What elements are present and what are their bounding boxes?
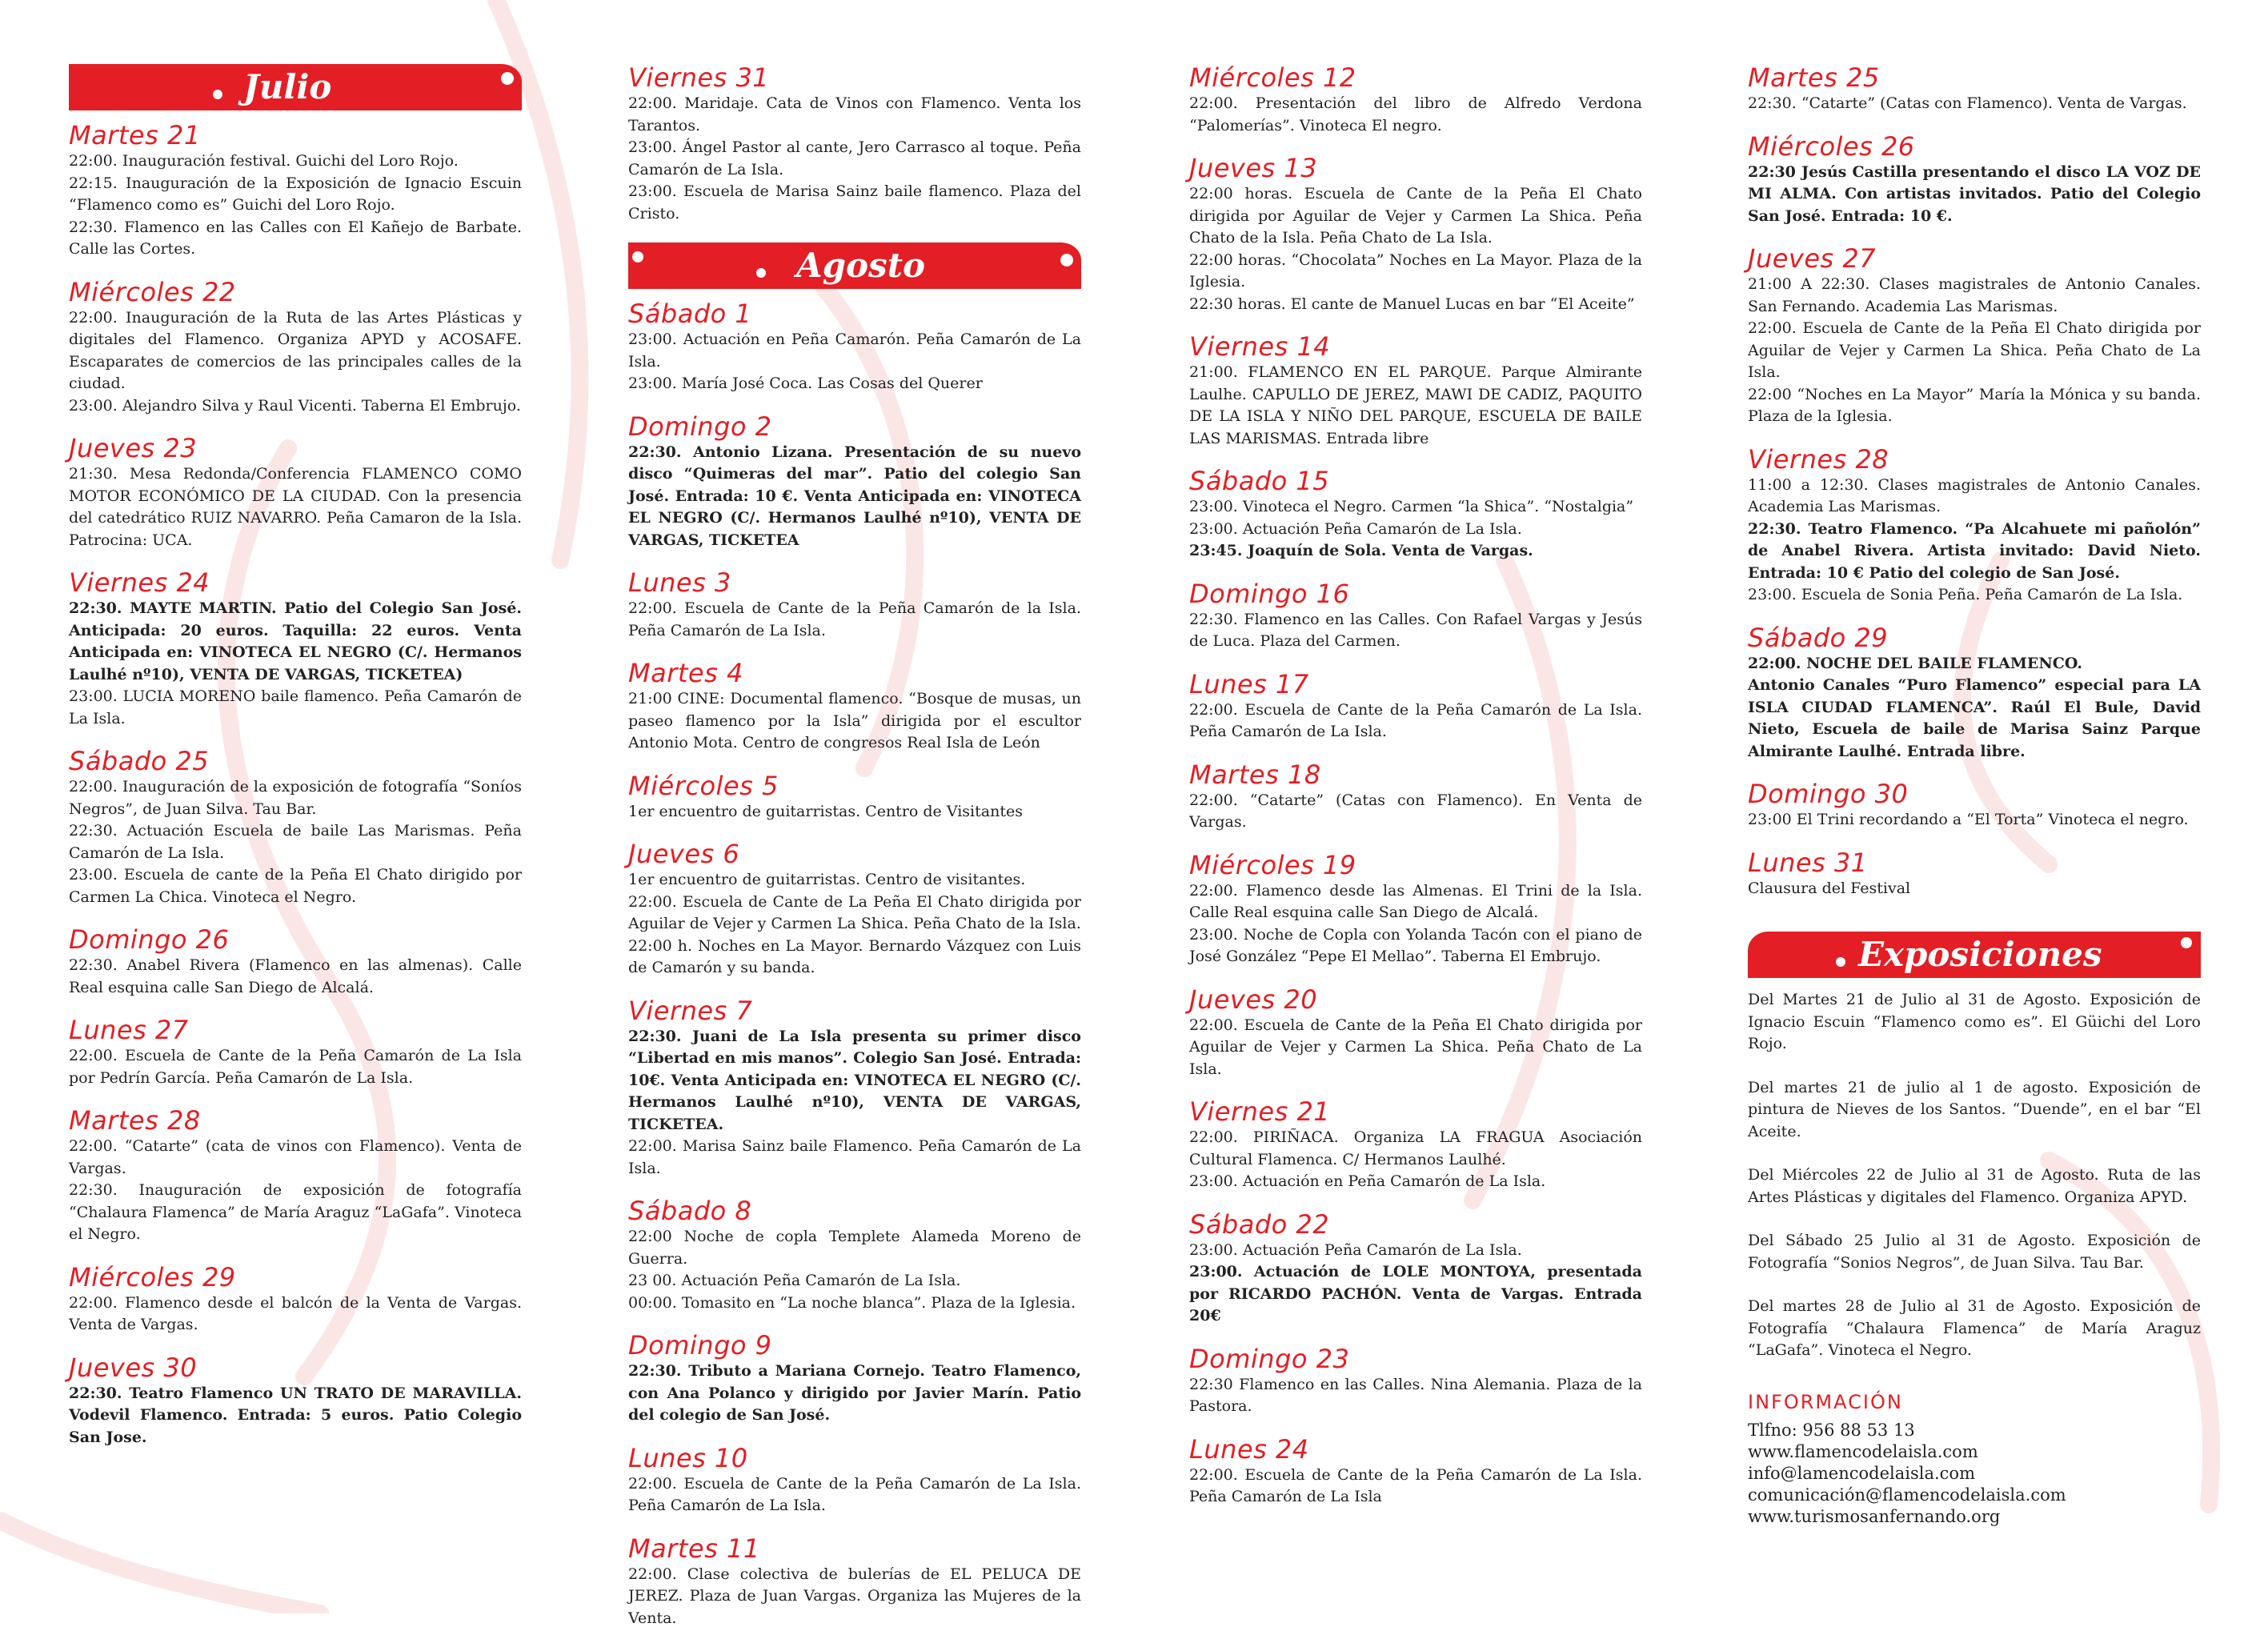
day-heading: Domingo 2 <box>628 411 772 442</box>
event-day <box>69 122 522 261</box>
event-line: 22:00. “Catarte” (Catas con Flamenco). En Venta de Vargas. <box>1189 791 1642 831</box>
day-heading: Lunes 10 <box>628 1442 748 1473</box>
day-heading: Miércoles 29 <box>69 1261 236 1292</box>
event-line: 22:30. Tributo a Mariana Cornejo. Teatro Flamenco, con Ana Polanco y dirigido por Javier Marín. Patio del colegio de San José. <box>628 1362 1081 1424</box>
day-heading: Martes 4 <box>628 658 743 688</box>
event-line: 22:00. Escuela de Cante de La Peña El Chato dirigida por Aguilar de Vejer y Carmen La Shica. Peña Chato de la Isla. <box>628 892 1081 932</box>
event-line: 21:00 A 22:30. Clases magistrales de Antonio Canales. San Fernando. Academia Las Marismas. <box>1748 275 2201 315</box>
event-line: 23:00. Actuación en Peña Camarón de La Isla. <box>1189 1172 1546 1190</box>
day-heading: Sábado 1 <box>628 299 752 329</box>
event-day <box>1189 1208 1642 1328</box>
event-day <box>628 1332 1081 1427</box>
day-heading: Martes 11 <box>628 1533 760 1564</box>
event-line: 23:00. Actuación Peña Camarón de La Isla. <box>1189 519 1522 538</box>
event-line: 22:30. Flamenco en las Calles con El Kañejo de Barbate. Calle las Cortes. <box>69 218 522 258</box>
column-agosto-3 <box>1748 64 2201 1528</box>
event-line: 23:00. Noche de Copla con Yolanda Tacón con el piano de José González “Pepe El Mellao”. Taberna El Embrujo. <box>1189 925 1642 965</box>
banner-julio <box>69 64 522 110</box>
event-line: 22:30. Teatro Flamenco UN TRATO DE MARAVILLA. Vodevil Flamenco. Entrada: 5 euros. Patio Colegio San Jose. <box>69 1384 522 1446</box>
banner-dot <box>756 268 766 278</box>
event-line: 22:00. PIRIÑACA. Organiza LA FRAGUA Asociación Cultural Flamenca. C/ Hermanos Laulhé. <box>1189 1128 1642 1168</box>
day-heading: Domingo 30 <box>1748 779 1909 809</box>
day-heading: Miércoles 5 <box>628 770 779 801</box>
event-line: 22:30. Juani de La Isla presenta su primer disco “Libertad en mis manos”. Colegio San José. Entrada: 10€. Venta Anticipada en: VINOTECA EL NEGRO (C/. Hermanos Laulhé nº10), VENTA DE VARGAS, TICKETEA. <box>628 1027 1081 1133</box>
event-day <box>628 413 1081 552</box>
day-heading: Sábado 25 <box>69 746 210 776</box>
event-line: 22:00. “Catarte” (cata de vinos con Flamenco). Venta de Vargas. <box>69 1137 522 1177</box>
contact-link[interactable]: www.turismosanfernando.org <box>1748 1506 2001 1526</box>
exposicion-item: Del Martes 21 de Julio al 31 de Agosto. Exposición de Ignacio Escuin “Flamenco como es”. El Güichi del Loro Rojo. <box>1748 991 2201 1052</box>
event-line: 22:00. Escuela de Cante de la Peña Camarón de La Isla. Peña Camarón de La Isla. <box>1189 700 1642 740</box>
event-line: 22:30 Flamenco en las Calles. Nina Alemania. Plaza de la Pastora. <box>1189 1375 1642 1415</box>
event-line: 23:45. Joaquín de Sola. Venta de Vargas. <box>1189 542 1533 559</box>
event-line: 23:00. Actuación en Peña Camarón. Peña Camarón de La Isla. <box>628 331 1081 371</box>
event-line: 23:00. Vinoteca el Negro. Carmen “la Shica”. “Nostalgia” <box>1189 498 1634 515</box>
day-heading: Miércoles 19 <box>1189 849 1356 880</box>
banner-exposiciones <box>1748 932 2201 978</box>
event-line: 22:00. Inauguración de la Ruta de las Artes Plásticas y digitales del Flamenco. Organiza APYD y ACOSAFE. Escaparates de comercios de las principales calles de la ciudad. <box>69 308 522 392</box>
event-line: 22:00. Clase colectiva de bulerías de EL PELUCA DE JEREZ. Plaza de Juan Vargas. Organiza las Mujeres de la Venta. <box>628 1565 1081 1627</box>
banner-title: Agosto <box>796 246 926 285</box>
day-heading: Jueves 20 <box>1189 984 1318 1015</box>
event-day <box>1189 1098 1642 1193</box>
event-line: 23:00 El Trini recordando a “El Torta” Vinoteca el negro. <box>1748 811 2189 828</box>
day-heading: Miércoles 26 <box>1748 130 1915 162</box>
event-line: 21:30. Mesa Redonda/Conferencia FLAMENCO COMO MOTOR ECONÓMICO DE LA CIUDAD. Con la presencia del catedrático RUIZ NAVARRO. Peña Camaron de la Isla. Patrocina: UCA. <box>69 465 522 549</box>
column-agosto-2 <box>1189 64 1642 1526</box>
event-day <box>1189 986 1642 1081</box>
event-line: 22:00. Maridaje. Cata de Vinos con Flamenco. Venta los Tarantos. <box>628 94 1081 134</box>
informacion-list <box>1748 1420 2201 1528</box>
events-list <box>1748 64 2201 900</box>
day-heading: Sábado 15 <box>1189 466 1330 496</box>
event-day <box>1189 154 1642 315</box>
event-day <box>69 747 522 908</box>
event-day <box>628 772 1081 824</box>
informacion-heading: INFORMACIÓN <box>1748 1390 1903 1413</box>
day-heading: Domingo 26 <box>69 924 230 955</box>
event-day <box>69 1354 522 1449</box>
event-day <box>1748 624 2201 763</box>
event-day <box>69 1261 522 1336</box>
exposicion-item: Del Sábado 25 Julio al 31 de Agosto. Exposición de Fotografía “Sonios Negros”, de Juan Silva. Tau Bar. <box>1748 1232 2201 1272</box>
event-day <box>1748 780 2201 832</box>
event-line: 22:00. Escuela de Cante de la Peña Camarón de La Isla por Pedrín García. Peña Camarón de La Isla. <box>69 1047 522 1087</box>
event-line: 23:00. Alejandro Silva y Raul Vicenti. Taberna El Embrujo. <box>69 396 521 415</box>
exposicion-item: Del Miércoles 22 de Julio al 31 de Agosto. Ruta de las Artes Plásticas y digitales del Flamenco. Organiza APYD. <box>1748 1166 2201 1206</box>
day-heading: Lunes 24 <box>1189 1433 1309 1465</box>
event-day <box>1189 64 1642 137</box>
day-heading: Domingo 9 <box>628 1330 772 1360</box>
event-line: 22:00. Marisa Sainz baile Flamenco. Peña Camarón de La Isla. <box>628 1137 1081 1177</box>
day-heading: Lunes 17 <box>1189 668 1309 699</box>
day-heading: Viernes 28 <box>1748 443 1889 475</box>
event-line: 22:00 h. Noches en La Mayor. Bernardo Vázquez con Luis de Camarón y su banda. <box>628 936 1081 976</box>
event-line: 22:30. Actuación Escuela de baile Las Marismas. Peña Camarón de La Isla. <box>69 822 522 862</box>
event-line: 22:30 Jesús Castilla presentando el disco LA VOZ DE MI ALMA. Con artistas invitados. Patio del Colegio San José. Entrada: 10 €. <box>1748 162 2201 225</box>
event-day <box>1189 467 1642 563</box>
event-line: 22:30. “Catarte” (Catas con Flamenco). Venta de Vargas. <box>1748 94 2187 112</box>
day-heading: Martes 18 <box>1189 759 1321 790</box>
event-line: 22:00. Flamenco desde el balcón de la Venta de Vargas. Venta de Vargas. <box>69 1293 522 1333</box>
banner-dot <box>213 90 222 99</box>
event-line: Antonio Canales “Puro Flamenco” especial para LA ISLA CIUDAD FLAMENCA”. Raúl El Bule, David Nieto, Escuela de baile de Marisa Sainz Parque Almirante Laulhé. Entrada libre. <box>1748 676 2201 760</box>
event-day <box>628 64 1081 225</box>
event-day <box>69 926 522 999</box>
phone-number: Tlfno: 956 88 53 13 <box>1748 1420 1915 1440</box>
event-line: 23:00. Escuela de cante de la Peña El Chato dirigido por Carmen La Chica. Vinoteca el Negro. <box>69 866 522 906</box>
event-day <box>628 300 1081 395</box>
event-line: 22:00. Inauguración festival. Guichi del Loro Rojo. <box>69 152 459 170</box>
exposicion-item: Del martes 28 de Julio al 31 de Agosto. Exposición de Fotografía “Chalaura Flamenca” de María Araguz “LaGafa”. Vinoteca el Negro. <box>1748 1297 2201 1359</box>
event-line: 23:00. Actuación Peña Camarón de La Isla. <box>1189 1240 1522 1259</box>
event-line: 22:00. Escuela de Cante de la Peña Camarón de la Isla. Peña Camarón de La Isla. <box>628 599 1081 639</box>
event-day <box>628 840 1081 980</box>
event-line: 23:00. Escuela de Sonia Peña. Peña Camarón de La Isla. <box>1748 586 2183 603</box>
event-line: 22:30 horas. El cante de Manuel Lucas en bar “El Aceite” <box>1189 295 1635 313</box>
event-line: 21:00. FLAMENCO EN EL PARQUE. Parque Almirante Laulhe. CAPULLO DE JEREZ, MAWI DE CADIZ, PAQUITO DE LA ISLA Y NIÑO DEL PARQUE, ESCUELA DE BAILE LAS MARISMAS. Entrada libre <box>1189 363 1642 447</box>
event-line: 22:30. Teatro Flamenco. “Pa Alcahuete mi pañolón” de Anabel Rivera. Artista invitado: David Nieto. Entrada: 10 € Patio del colegio de San José. <box>1748 519 2201 582</box>
event-day <box>1748 245 2201 428</box>
event-day <box>69 1016 522 1089</box>
event-line: Clausura del Festival <box>1748 879 1911 897</box>
event-line: 22:30. Antonio Lizana. Presentación de su nuevo disco “Quimeras del mar”. Patio del colegio San José. Entrada: 10 €. Venta Anticipada en: VINOTECA EL NEGRO (C/. Hermanos Laulhé nº10), VENTA DE VARGAS, TICKETEA <box>628 443 1081 549</box>
event-line: 22:00. Escuela de Cante de la Peña El Chato dirigida por Aguilar de Vejer y Carmen La Shica. Peña Chato de La Isla. <box>1748 319 2201 381</box>
day-heading: Jueves 30 <box>69 1352 198 1383</box>
event-day <box>628 659 1081 755</box>
contact-link[interactable]: www.flamencodelaisla.com <box>1748 1441 1978 1461</box>
event-day <box>69 1107 522 1246</box>
event-line: 23 00. Actuación Peña Camarón de La Isla. <box>628 1272 961 1289</box>
day-heading: Jueves 27 <box>1748 243 1877 274</box>
event-day <box>1189 761 1642 834</box>
event-line: 1er encuentro de guitarristas. Centro de Visitantes <box>628 802 1023 820</box>
contact-link[interactable]: comunicación@flamencodelaisla.com <box>1748 1485 2066 1505</box>
event-line: 22:30. MAYTE MARTIN. Patio del Colegio San José. Anticipada: 20 euros. Taquilla: 22 euros. Venta Anticipada en: VINOTECA EL NEGRO (C/. Hermanos Laulhé nº10), VENTA DE VARGAS, TICKETEA) <box>69 599 522 683</box>
event-line: 22:00. Escuela de Cante de la Peña Camarón de La Isla. Peña Camarón de La Isla <box>1189 1465 1642 1505</box>
day-heading: Martes 25 <box>1748 62 1880 93</box>
day-heading: Viernes 24 <box>69 567 210 598</box>
event-day <box>1748 849 2201 900</box>
day-heading: Jueves 13 <box>1189 153 1318 183</box>
event-line: 22:15. Inauguración de la Exposición de Ignacio Escuin “Flamenco como es” Guichi del Loro Rojo. <box>69 174 522 214</box>
event-day <box>1748 130 2201 228</box>
event-line: 23:00. Escuela de Marisa Sainz baile flamenco. Plaza del Cristo. <box>628 182 1081 222</box>
day-heading: Sábado 8 <box>628 1196 752 1226</box>
banner-agosto <box>628 242 1081 289</box>
event-day <box>1189 333 1642 450</box>
event-line: 23:00. LUCIA MORENO baile flamenco. Peña Camarón de La Isla. <box>69 687 522 727</box>
event-line: 00:00. Tomasito en “La noche blanca”. Plaza de la Iglesia. <box>628 1293 1076 1312</box>
events-list <box>69 122 522 1449</box>
event-day <box>69 276 522 418</box>
banner-title: Julio <box>243 67 332 106</box>
event-day <box>1189 580 1642 653</box>
day-heading: Martes 21 <box>69 120 201 150</box>
event-line: 22:00 horas. Escuela de Cante de la Peña El Chato dirigida por Aguilar de Vejer y Carmen La Shica. Peña Chato de la Isla. Peña Chato de La Isla. <box>1189 185 1642 246</box>
event-day <box>1189 849 1642 968</box>
banner-title: Exposiciones <box>1858 935 2102 974</box>
event-line: 22:00. NOCHE DEL BAILE FLAMENCO. <box>1748 654 2082 672</box>
event-line: 23:00. María José Coca. Las Cosas del Querer <box>628 375 983 392</box>
event-line: 22:30. Inauguración de exposición de fotografía “Chalaura Flamenca” de María Araguz “LaGafa”. Vinoteca el Negro. <box>69 1181 522 1243</box>
day-heading: Domingo 23 <box>1189 1343 1350 1374</box>
event-line: 23:00. Ángel Pastor al cante, Jero Carrasco al toque. Peña Camarón de La Isla. <box>628 138 1081 178</box>
event-day <box>628 997 1081 1180</box>
event-line: 22:00 Noche de copla Templete Alameda Moreno de Guerra. <box>628 1228 1081 1268</box>
event-line: 22:00. Presentación del libro de Alfredo Verdona “Palomerías”. Vinoteca El negro. <box>1189 94 1642 134</box>
event-line: 22:30. Flamenco en las Calles. Con Rafael Vargas y Jesús de Luca. Plaza del Carmen. <box>1189 610 1642 650</box>
event-day <box>628 1197 1081 1314</box>
exposicion-item: Del martes 21 de julio al 1 de agosto. Exposición de pintura de Nieves de los Santos. “Duende”, en el bar “El Aceite. <box>1748 1078 2201 1140</box>
event-day <box>628 1535 1081 1630</box>
event-line: 22:00. Escuela de Cante de la Peña Camarón de La Isla. Peña Camarón de La Isla. <box>628 1474 1081 1514</box>
column-agosto-1 <box>628 64 1081 1647</box>
event-line: 22:00. Flamenco desde las Almenas. El Trini de la Isla. Calle Real esquina calle San Diego de Alcalá. <box>1189 881 1642 921</box>
day-heading: Domingo 16 <box>1189 578 1350 609</box>
day-heading: Martes 28 <box>69 1105 201 1136</box>
day-heading: Sábado 22 <box>1189 1208 1330 1240</box>
day-heading: Viernes 7 <box>628 995 753 1026</box>
events-list <box>1189 64 1642 1509</box>
event-day <box>1189 1433 1642 1509</box>
event-day <box>628 1442 1081 1517</box>
day-heading: Lunes 27 <box>69 1015 189 1045</box>
event-line: 22:00. Escuela de Cante de la Peña El Chato dirigida por Aguilar de Vejer y Carmen La Shica. Peña Chato de La Isla. <box>1189 1016 1642 1078</box>
day-heading: Viernes 14 <box>1189 331 1331 362</box>
exposiciones-list <box>1748 989 2201 1362</box>
event-line: 1er encuentro de guitarristas. Centro de visitantes. <box>628 871 1026 888</box>
event-day <box>1748 64 2201 115</box>
contact-link[interactable]: info@lamencodelaisla.com <box>1748 1463 1975 1483</box>
event-line: 22:00 horas. “Chocolata” Noches en La Mayor. Plaza de la Iglesia. <box>1189 250 1642 291</box>
event-day <box>1748 443 2201 607</box>
event-line: 11:00 a 12:30. Clases magistrales de Antonio Canales. Academia Las Marismas. <box>1748 475 2201 515</box>
day-heading: Sábado 29 <box>1748 622 1889 653</box>
day-heading: Jueves 23 <box>69 433 198 463</box>
events-list <box>628 64 1081 225</box>
column-julio <box>69 64 522 1466</box>
event-day <box>1189 668 1642 743</box>
event-line: 22:30. Anabel Rivera (Flamenco en las almenas). Calle Real esquina calle San Diego de Alcalá. <box>69 956 522 996</box>
banner-dot <box>1836 957 1845 967</box>
event-line: 22:00. Inauguración de la exposición de fotografía “Soníos Negros”, de Juan Silva. Tau Bar. <box>69 778 522 818</box>
day-heading: Lunes 3 <box>628 567 731 598</box>
event-line: 23:00. Actuación de LOLE MONTOYA, presentada por RICARDO PACHÓN. Venta de Vargas. Entrada 20€ <box>1189 1263 1642 1324</box>
day-heading: Miércoles 22 <box>69 276 236 307</box>
event-day <box>69 569 522 730</box>
event-day <box>69 435 522 551</box>
event-day <box>1189 1345 1642 1418</box>
event-day <box>628 569 1081 642</box>
day-heading: Lunes 31 <box>1748 847 1868 878</box>
event-line: 22:00 “Noches en La Mayor” María la Mónica y su banda. Plaza de la Iglesia. <box>1748 385 2201 425</box>
day-heading: Viernes 21 <box>1189 1096 1331 1127</box>
events-list <box>628 300 1081 1629</box>
day-heading: Jueves 6 <box>628 839 740 869</box>
event-line: 21:00 CINE: Documental flamenco. “Bosque de musas, un paseo flamenco por la Isla” dirigida por el escultor Antonio Mota. Centro de congresos Real Isla de León <box>628 690 1081 751</box>
day-heading: Viernes 31 <box>628 62 770 93</box>
day-heading: Miércoles 12 <box>1189 62 1356 93</box>
